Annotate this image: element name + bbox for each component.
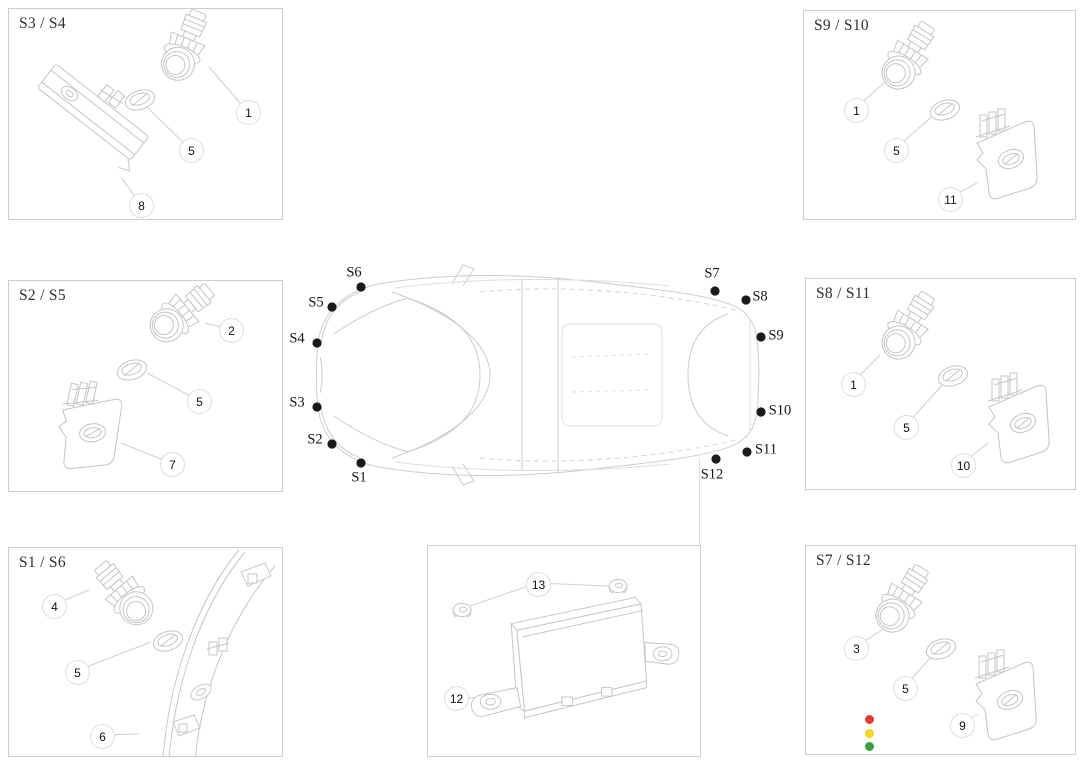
control-module-illustration — [471, 597, 678, 717]
part-label-ring: 5 — [893, 676, 918, 701]
part-label-sensor: 2 — [219, 318, 244, 343]
fastener-illustration — [453, 604, 471, 618]
sensor-position-label-s4: S4 — [289, 330, 305, 347]
status-light-red — [865, 715, 874, 724]
sensor-position-label-s5: S5 — [308, 294, 324, 311]
sensor-dot-s5 — [327, 302, 336, 311]
panel-title: S3 / S4 — [19, 15, 66, 32]
part-label-bracket: 10 — [951, 453, 976, 478]
sensor-position-label-s2: S2 — [307, 431, 323, 448]
part-label-sensor: 3 — [844, 636, 869, 661]
panel-title: S8 / S11 — [816, 285, 871, 302]
bracket-plate-illustration — [50, 377, 128, 478]
panel-s3-s4 — [8, 8, 283, 220]
panel-title: S2 / S5 — [19, 287, 66, 304]
part-label-bracket: 6 — [90, 724, 115, 749]
sensor-illustration — [142, 281, 222, 350]
sensor-position-label-s12: S12 — [700, 466, 724, 483]
part-label-bracket: 9 — [950, 713, 975, 738]
sensor-dot-s6 — [356, 282, 365, 291]
decoupling-ring-illustration — [928, 96, 962, 123]
car-top-view — [289, 262, 792, 488]
sensor-dot-s12 — [711, 454, 720, 463]
panel-title: S9 / S10 — [814, 17, 869, 34]
part-label-sensor: 4 — [42, 594, 67, 619]
sensor-position-label-s9: S9 — [768, 327, 784, 344]
sensor-dot-s7 — [710, 286, 719, 295]
status-light-yellow — [865, 729, 874, 738]
sensor-illustration — [874, 285, 945, 367]
bracket-plate-illustration — [976, 109, 1037, 199]
part-label-sensor: 1 — [844, 98, 869, 123]
part-label-bracket: 7 — [160, 452, 185, 477]
sensor-position-label-s11: S11 — [754, 441, 778, 458]
panel-s9-s10 — [803, 10, 1076, 220]
sensor-dot-s2 — [327, 439, 336, 448]
sensor-dot-s4 — [312, 338, 321, 347]
panel-s8-s11 — [805, 278, 1076, 490]
decoupling-ring-illustration — [115, 356, 149, 383]
bracket-plate-illustration — [988, 373, 1049, 463]
sensor-dot-s8 — [741, 295, 750, 304]
status-light-green — [865, 742, 874, 751]
part-label-ring: 5 — [65, 660, 90, 685]
sensor-position-label-s10: S10 — [768, 402, 792, 419]
part-label-ring: 5 — [187, 389, 212, 414]
sensor-illustration — [154, 9, 216, 86]
sensor-position-label-s6: S6 — [346, 264, 362, 281]
part-label-bracket: 11 — [938, 187, 963, 212]
decoupling-ring-illustration — [936, 362, 970, 389]
bumper-section-illustration — [163, 550, 275, 756]
decoupling-ring-illustration — [151, 627, 185, 654]
bracket-rail-illustration — [29, 51, 164, 175]
panel-title: S1 / S6 — [19, 554, 66, 571]
sensor-dot-s1 — [356, 458, 365, 467]
sensor-dot-s9 — [756, 332, 765, 341]
part-label-sensor: 1 — [236, 100, 261, 125]
part-label-fasteners: 13 — [526, 572, 551, 597]
sensor-position-label-s3: S3 — [289, 394, 305, 411]
part-label-module: 12 — [444, 686, 469, 711]
part-label-ring: 5 — [884, 138, 909, 163]
fastener-illustration — [609, 580, 627, 594]
sensor-position-label-s8: S8 — [752, 288, 768, 305]
panel-s1-s6 — [8, 547, 283, 757]
decoupling-ring-illustration — [123, 86, 157, 113]
panel-art-control-module — [428, 546, 700, 756]
sensor-dot-s11 — [742, 447, 751, 456]
sensor-illustration — [868, 558, 939, 640]
bracket-plate-illustration — [975, 650, 1036, 740]
sensor-illustration — [874, 15, 945, 97]
sensor-illustration — [86, 553, 162, 633]
part-label-bracket: 8 — [129, 193, 154, 218]
car-outline — [300, 262, 780, 488]
panel-art-s1-s6 — [9, 548, 282, 756]
part-label-ring: 5 — [894, 415, 919, 440]
part-label-sensor: 1 — [841, 372, 866, 397]
decoupling-ring-illustration — [924, 635, 958, 662]
panel-s7-s12 — [805, 545, 1076, 755]
sensor-position-label-s1: S1 — [351, 469, 367, 486]
sensor-dot-s10 — [756, 407, 765, 416]
panel-art-s2-s5 — [9, 281, 282, 491]
sensor-position-label-s7: S7 — [704, 265, 720, 282]
sensor-dot-s3 — [312, 402, 321, 411]
panel-s2-s5 — [8, 280, 283, 492]
panel-control-module — [427, 545, 701, 757]
panel-title: S7 / S12 — [816, 552, 871, 569]
part-label-ring: 5 — [179, 138, 204, 163]
